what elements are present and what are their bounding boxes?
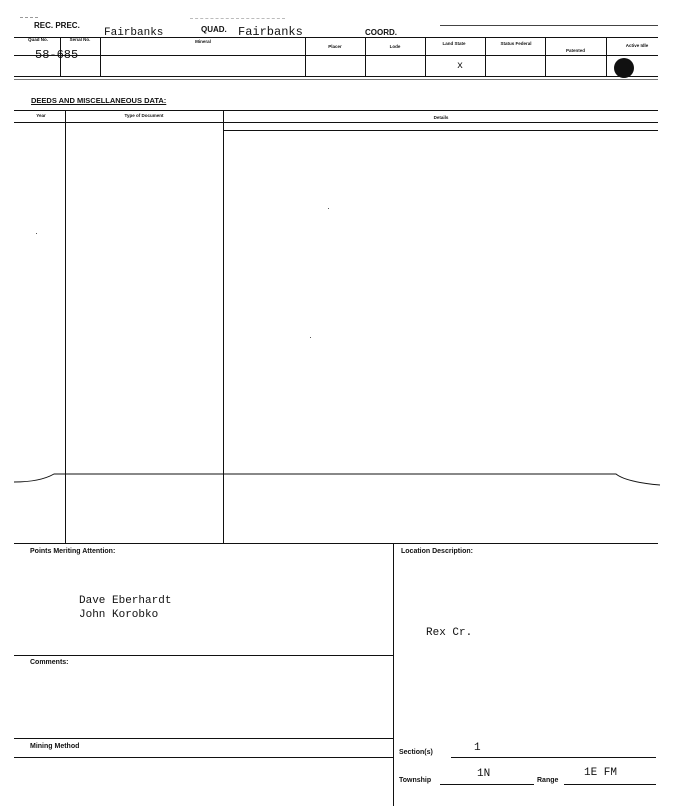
page-fold-line (0, 460, 678, 500)
quad-label: QUAD. (201, 25, 227, 34)
location-label: Location Description: (401, 548, 473, 555)
scan-dash (190, 18, 285, 19)
mining-method-rule (14, 757, 393, 758)
claim-table-bottom-rule (14, 76, 658, 77)
range-line (564, 784, 656, 785)
claim-table-double-rule (14, 79, 658, 80)
col-divider (545, 37, 546, 76)
header-top-rule (440, 25, 658, 26)
col-head-placer: Placer (328, 44, 342, 49)
scan-speck (328, 208, 329, 209)
col-head-lode: Lode (389, 44, 401, 49)
deeds-top-rule (14, 110, 658, 111)
col-divider (425, 37, 426, 76)
township-line (440, 784, 534, 785)
land-state-mark: x (457, 61, 464, 72)
section-value: 1 (474, 742, 481, 754)
deeds-col-type: Type of Document (124, 113, 164, 118)
col-divider (305, 37, 306, 76)
points-label: Points Meriting Attention: (30, 548, 116, 555)
col-divider (606, 37, 607, 76)
scan-dash (20, 17, 38, 18)
township-label: Township (399, 777, 432, 784)
section-line (451, 757, 656, 758)
mining-method-label: Mining Method (30, 743, 80, 750)
details-sub-rule (224, 130, 658, 131)
col-head-active-idle: Active Idle (625, 43, 649, 48)
deeds-bottom-rule (14, 543, 658, 544)
range-value: 1E FM (584, 767, 618, 779)
point-name-1: Dave Eberhardt (79, 595, 172, 607)
col-head-patented: Patented (565, 48, 585, 53)
deeds-col-year: Year (36, 113, 46, 118)
location-value: Rex Cr. (426, 627, 473, 639)
scan-speck (310, 337, 311, 338)
quad-serial-value: 58-685 (35, 48, 79, 62)
col-head-land-state: Land State (442, 41, 466, 46)
col-head-quad-no: Quad No. (28, 37, 48, 42)
lower-center-divider (393, 543, 394, 806)
col-head-status-federal: Status Federal (500, 41, 532, 46)
scan-speck (36, 233, 37, 234)
section-label: Section(s) (399, 749, 433, 756)
col-divider (100, 37, 101, 76)
deeds-col-details: Details (433, 115, 449, 120)
quad-value: Fairbanks (238, 25, 303, 39)
col-divider (365, 37, 366, 76)
col-divider (485, 37, 486, 76)
deeds-title: DEEDS AND MISCELLANEOUS DATA: (31, 96, 167, 105)
comments-top-rule (14, 655, 393, 656)
deeds-header-rule (14, 122, 658, 123)
rec-prec-label: REC. PREC. (34, 21, 80, 30)
township-value: 1N (477, 768, 491, 780)
point-name-2: John Korobko (79, 609, 159, 621)
col-head-mineral: Mineral (195, 39, 211, 44)
rec-prec-value: Fairbanks (104, 27, 164, 39)
mining-method-top-rule (14, 738, 393, 739)
claim-table-header-rule (14, 55, 658, 56)
range-label: Range (537, 777, 559, 784)
col-head-serial-no: Serial No. (69, 37, 91, 42)
active-status-dot (614, 58, 634, 78)
claim-table-top-rule (14, 37, 658, 38)
comments-label: Comments: (30, 659, 69, 666)
coord-label: COORD. (365, 28, 397, 37)
